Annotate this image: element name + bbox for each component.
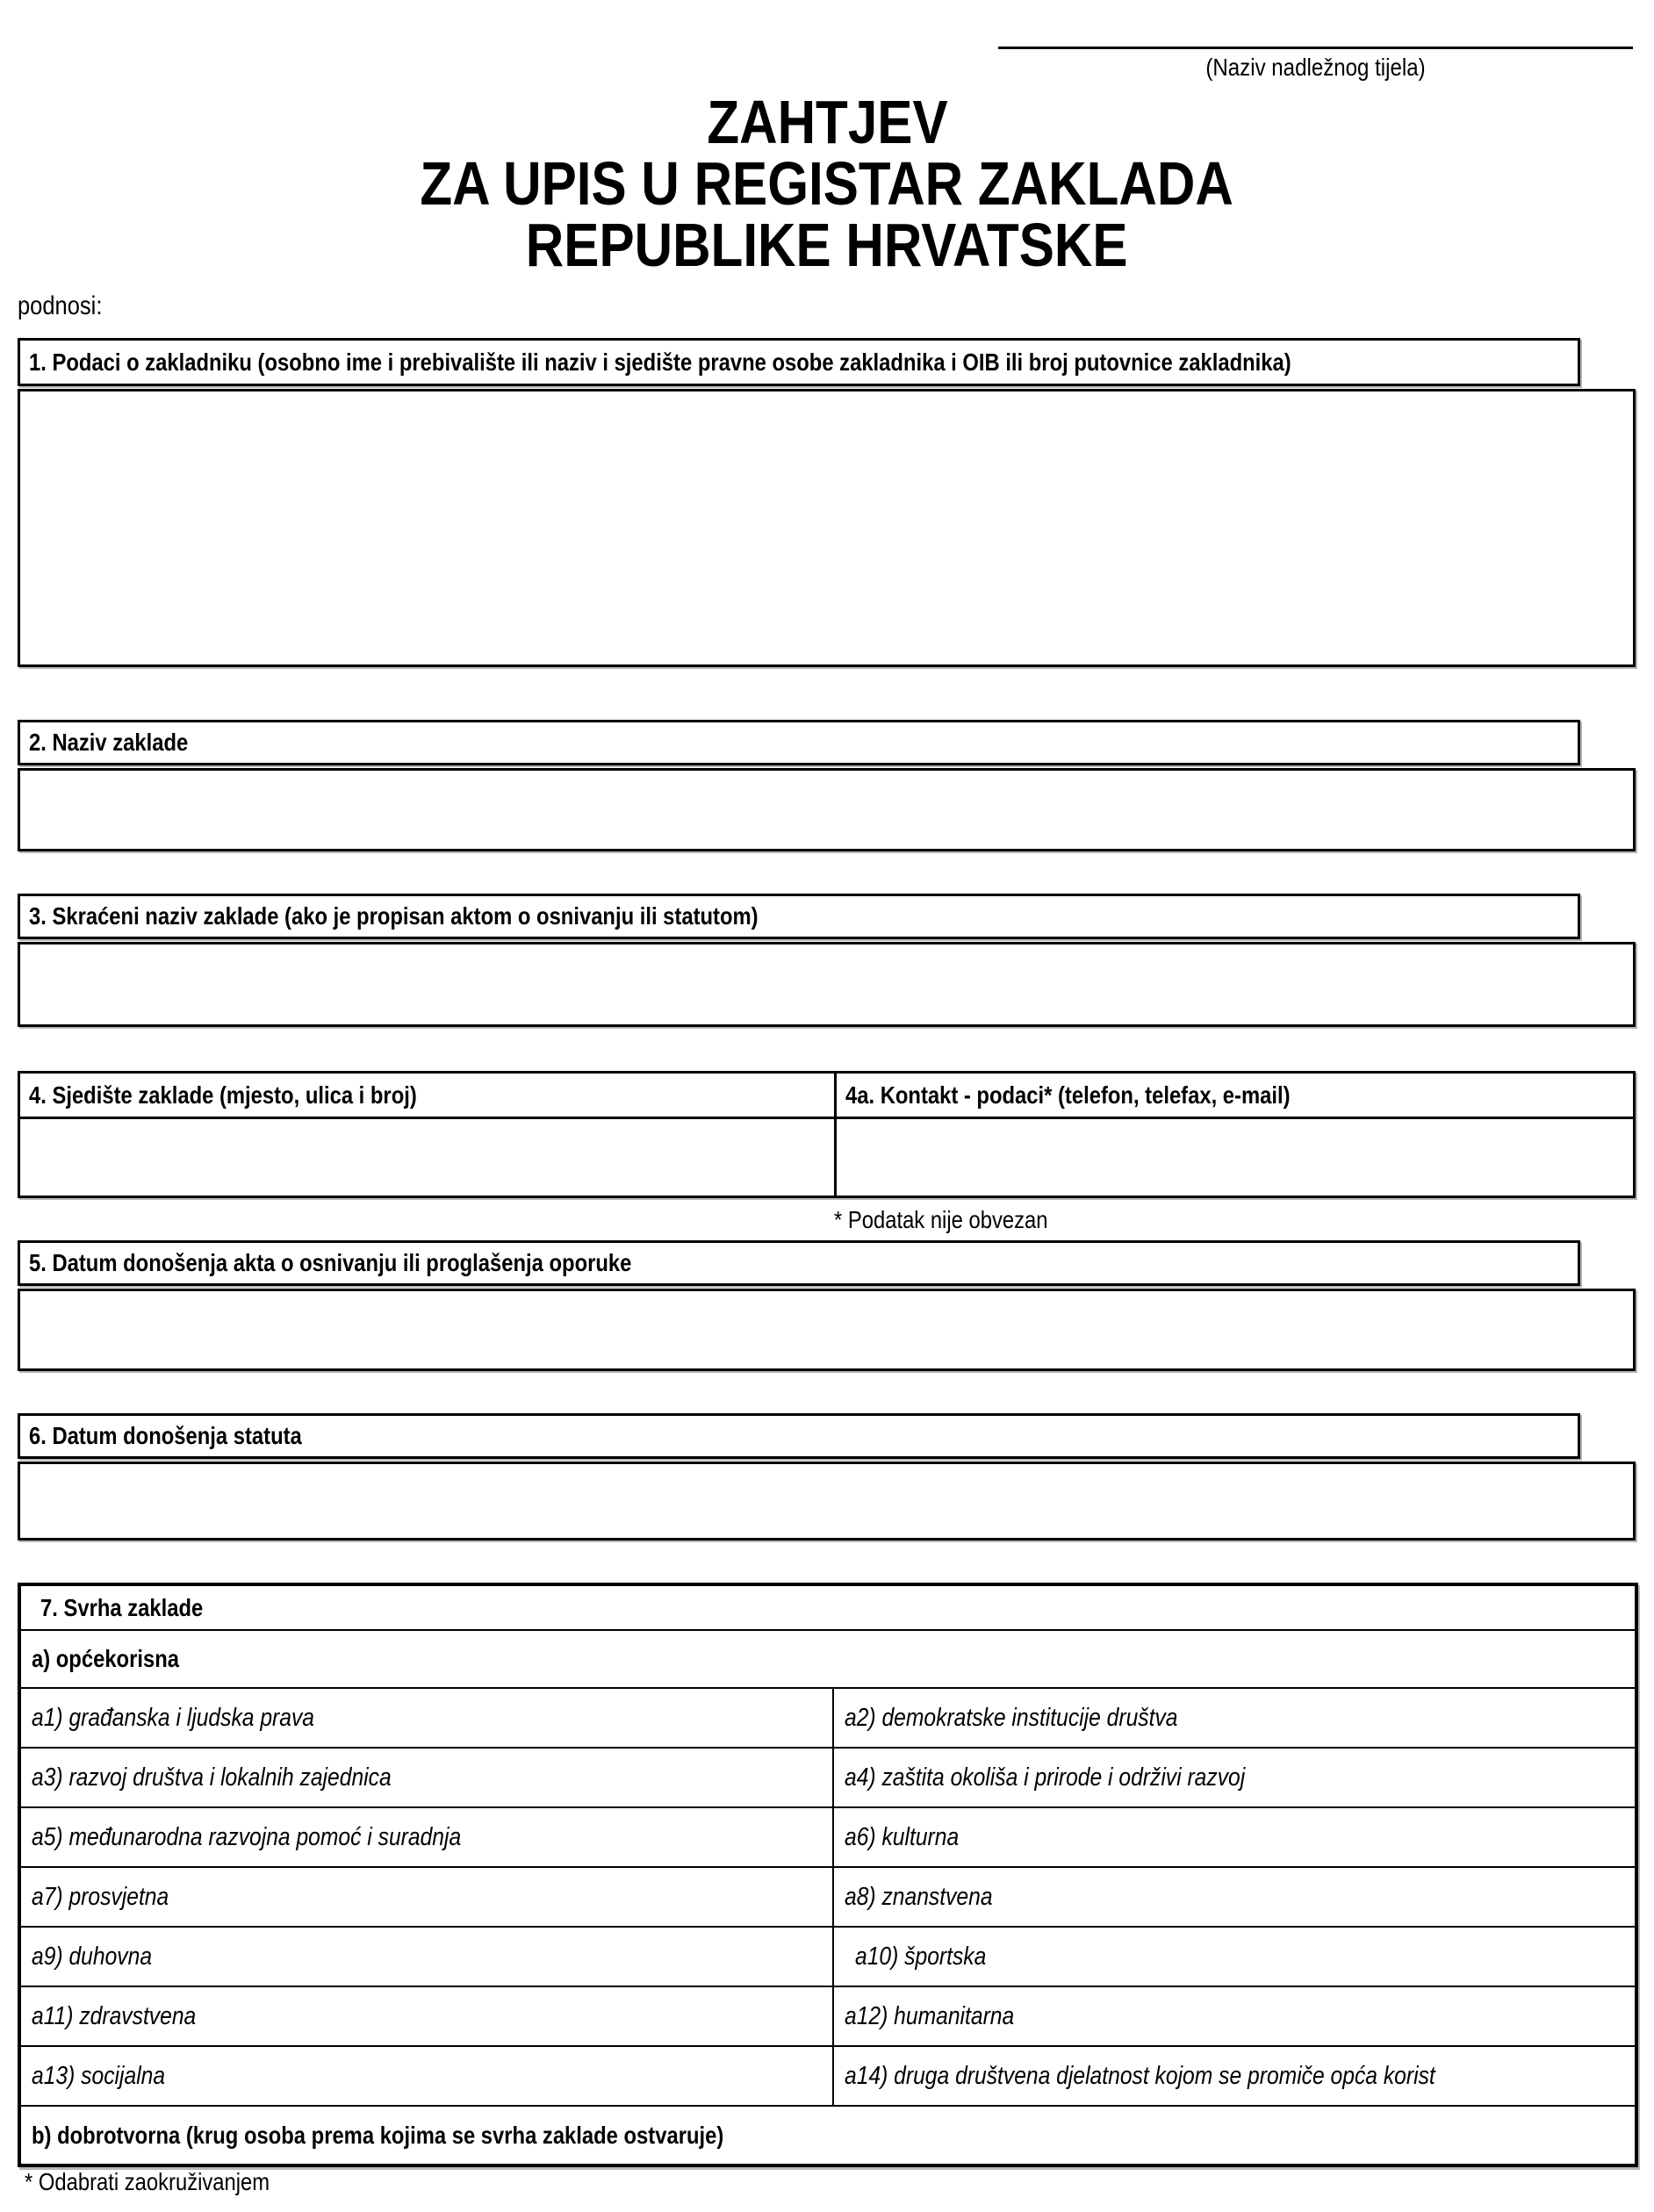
authority-caption-text: (Naziv nadležnog tijela) [1205,54,1426,81]
section7-category-a-row[interactable] [21,1629,1635,1687]
purpose-option-a12[interactable]: a12) humanitarna [845,2001,1015,2030]
section7-header-row [21,1586,1635,1629]
purpose-option-a13[interactable]: a13) socijalna [21,2047,834,2105]
purpose-option-row [21,1806,1635,1866]
purpose-option-row [21,1866,1635,1926]
section1-input-box[interactable] [18,389,1636,667]
purpose-option-a9[interactable]: a9) duhovna [21,1928,834,1986]
purpose-option-row [21,2045,1635,2105]
authority-fill-line[interactable] [998,47,1633,49]
purpose-option-a3[interactable]: a3) razvoj društva i lokalnih zajednica [21,1749,834,1806]
submitter-label: podnosi: [18,291,103,320]
section4-table [18,1071,1636,1198]
section6-label: 6. Datum donošenja statuta [29,1422,302,1449]
section2-input-box[interactable] [18,768,1636,851]
section4-header-right: 4a. Kontakt - podaci* (telefon, telefax, e-mail) [845,1081,1291,1109]
section6-header [18,1413,1580,1459]
section4-header-left: 4. Sjedište zaklade (mjesto, ulica i broj) [20,1074,837,1117]
section7-category-b-cell[interactable]: b) dobrotvorna (krug osoba prema kojima se svrha zaklade ostvaruje) [32,2121,724,2149]
section5-input-box[interactable] [18,1289,1636,1371]
section4-input-row [20,1119,1633,1196]
section2-header [18,720,1580,765]
purpose-option-row [21,1926,1635,1986]
section7-category-b-row[interactable] [21,2105,1635,2164]
section2-label: 2. Naziv zaklade [29,729,189,756]
purpose-option-a5[interactable]: a5) međunarodna razvojna pomoć i suradnja [21,1808,834,1866]
authority-caption [998,53,1633,83]
purpose-option-a8[interactable]: a8) znanstvena [845,1882,993,1911]
section3-input-box[interactable] [18,942,1636,1027]
section4-header-row [20,1074,1633,1119]
section7-purpose-table [18,1583,1638,2167]
purpose-option-row [21,1687,1635,1747]
section3-header [18,894,1580,939]
section7-label-cell: 7. Svrha zaklade [40,1593,204,1621]
purpose-option-a4[interactable]: a4) zaštita okoliša i prirode i održivi razvoj [845,1763,1246,1792]
section5-header [18,1240,1580,1286]
form-title-line2: ZA UPIS U REGISTAR ZAKLADA [420,149,1234,218]
purpose-option-a6[interactable]: a6) kulturna [845,1822,960,1851]
purpose-option-a2[interactable]: a2) demokratske institucije društva [845,1703,1178,1732]
purpose-option-a10[interactable]: a10) športska [855,1942,987,1971]
section1-label: 1. Podaci o zakladniku (osobno ime i prebivalište ili naziv i sjedište pravne osobe zakladnika i OIB ili broj putovnice zakladnika) [29,348,1291,376]
section4-input-right[interactable] [837,1119,1633,1196]
purpose-option-row [21,1986,1635,2045]
purpose-option-a11[interactable]: a11) zdravstvena [21,1987,834,2045]
form-title-line3: REPUBLIKE HRVATSKE [526,211,1128,279]
purpose-option-row [21,1747,1635,1806]
section3-label: 3. Skraćeni naziv zaklade (ako je propisan aktom o osnivanju ili statutom) [29,902,759,930]
section4-input-left[interactable] [20,1119,837,1196]
section6-input-box[interactable] [18,1462,1636,1540]
purpose-option-a14[interactable]: a14) druga društvena djelatnost kojom se promiče opća korist [845,2061,1435,2090]
section4-footnote: * Podatak nije obvezan [834,1206,1048,1233]
form-title-line1: ZAHTJEV [706,88,948,156]
form-title [0,88,1654,279]
purpose-option-a7[interactable]: a7) prosvjetna [21,1868,834,1926]
section1-header [18,338,1580,386]
section5-label: 5. Datum donošenja akta o osnivanju ili proglašenja oporuke [29,1249,632,1276]
section7-category-a-cell[interactable]: a) općekorisna [32,1645,179,1672]
bottom-footnote: * Odabrati zaokruživanjem [25,2168,270,2195]
purpose-option-a1[interactable]: a1) građanska i ljudska prava [21,1689,834,1747]
